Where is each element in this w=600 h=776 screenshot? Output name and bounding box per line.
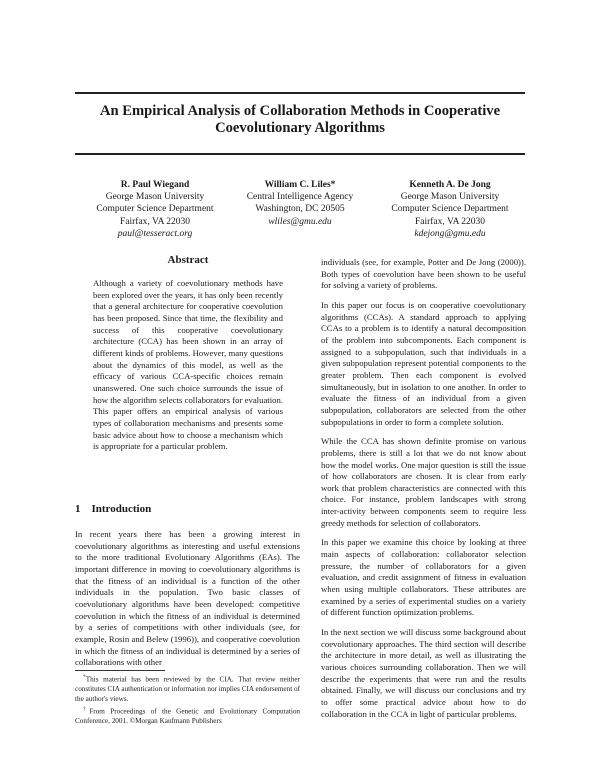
footnote-2 <box>75 705 300 727</box>
author-block-2 <box>225 179 375 228</box>
author-email: paul@tesseract.org <box>117 228 193 239</box>
footnote-1 <box>75 673 300 704</box>
author-block-1 <box>70 179 240 240</box>
section-heading-introduction <box>75 503 151 515</box>
author-email: kdejong@gmu.edu <box>414 228 486 239</box>
footnote-2-mark: † <box>83 706 90 713</box>
author-affiliation: George Mason University <box>400 192 500 203</box>
author-affiliation: Central Intelligence Agency <box>246 192 354 203</box>
intro-paragraph: In recent years there has been a growing interest in coevolutionary algorithms as interesting and useful extensions to the more traditional Evolutionary Algorithms (EAs). The important difference in moving to coevolutionary algorithms is that the fitness of an individual is a function of the other individuals in the population. Two basic classes of coevolutionary algorithms have been developed: competitive coevolution in which the fitness of an individual is determined by a series of competitions with other individuals (see, for example, Rosin and Belew (1996)), and cooperative coevolution in which the fitness of an individual is determined by a series of collaborations with other <box>75 529 300 668</box>
footnote-1-mark: * <box>83 674 86 680</box>
title-rule-top <box>75 92 525 94</box>
author-address: Washington, DC 20505 <box>255 204 345 215</box>
author-department: Computer Science Department <box>96 204 214 215</box>
body-paragraph: individuals (see, for example, Potter and De Jong (2000)). Both types of coevolution have been shown to be useful for solving a variety of problems. <box>321 257 526 291</box>
footnote-1-text: This material has been reviewed by the CIA. That review neither constitutes CIA authentication or information nor implies CIA endorsement of the author's views. <box>75 675 300 703</box>
abstract-text: Although a variety of coevolutionary methods have been explored over the years, it has only been recently that a general architecture for cooperative coevolution has been proposed. Since that time, the flexibility and success of this cooperative coevolutionary architecture (CCA) has been shown in an array of different kinds of problems. However, many questions about the dynamics of this model, as well as the efficacy of various CCA-specific choices remain unanswered. One such choice surrounds the issue of how the algorithm selects collaborators for evaluation. This paper offers an empirical analysis of various types of collaboration mechanisms and presents some basic advice about how to choose a mechanism which is appropriate for a particular problem. <box>93 278 283 452</box>
author-name: William C. Liles* <box>264 180 336 190</box>
author-name: Kenneth A. De Jong <box>409 180 491 190</box>
footnote-rule <box>75 670 165 671</box>
body-paragraph: While the CCA has shown definite promise on various problems, there is still a lot that we do not know about how the model works. One major question is still the issue of how collaborators are chosen. It is clear from early work that problem characteristics are connected with this choice. For instance, problem landscapes with strong inter-activity between components seem to require less greedy methods for selection of collaborators. <box>321 436 526 528</box>
author-name: R. Paul Wiegand <box>120 180 190 190</box>
right-column <box>321 257 526 728</box>
body-paragraph: In this paper our focus is on cooperative coevolutionary algorithms (CCAs). A standard approach to applying CCAs to a problem is to identify a natural decomposition of the problem into subcomponents. Each component is assigned to a subpopulation, such that individuals in a given subpopulation represent potential components to the greater problem. Then each component is evolved simultaneously, but in isolation to one another. In order to evaluate the fitness of an individual from a given subpopulation, collaborators are selected from the other subpopulations in order to form a complete solution. <box>321 299 526 427</box>
section-number: 1 <box>75 503 81 515</box>
title-rule-bottom <box>75 153 525 155</box>
footnote-2-text: From Proceedings of the Genetic and Evolutionary Computation Conference, 2001. ©Morgan Kaufmann Publishers <box>75 707 301 726</box>
section-title: Introduction <box>91 503 152 515</box>
author-email: wliles@gmu.edu <box>268 216 332 227</box>
author-block-3 <box>365 179 535 240</box>
body-paragraph: In this paper we examine this choice by looking at three main aspects of collaboration: collaborator selection pressure, the number of collaborators for a given evaluation, and credit assignment of fitness in evaluation when using multiple collaborators. These attributes are examined by a series of experimental studies on a variety of different function optimization problems. <box>321 537 526 618</box>
title-line-2: Coevolutionary Algorithms <box>215 120 385 136</box>
footnotes <box>75 673 300 728</box>
paper-title <box>75 103 525 137</box>
title-line-1: An Empirical Analysis of Collaboration Methods in Cooperative <box>99 103 501 119</box>
body-paragraph: In the next section we will discuss some background about coevolutionary approaches. The third section will describe the architecture in more detail, as well as illustrating the various choices surrounding collaboration. Then we will describe the experiments that were run and the results obtained. Finally, we will discuss our conclusions and try to offer some practical advice about how to do collaboration in the CCA in light of particular problems. <box>321 627 526 719</box>
author-address: Fairfax, VA 22030 <box>119 216 191 227</box>
abstract-heading: Abstract <box>167 254 209 266</box>
author-affiliation: George Mason University <box>105 192 205 203</box>
author-address: Fairfax, VA 22030 <box>414 216 486 227</box>
author-department: Computer Science Department <box>391 204 509 215</box>
